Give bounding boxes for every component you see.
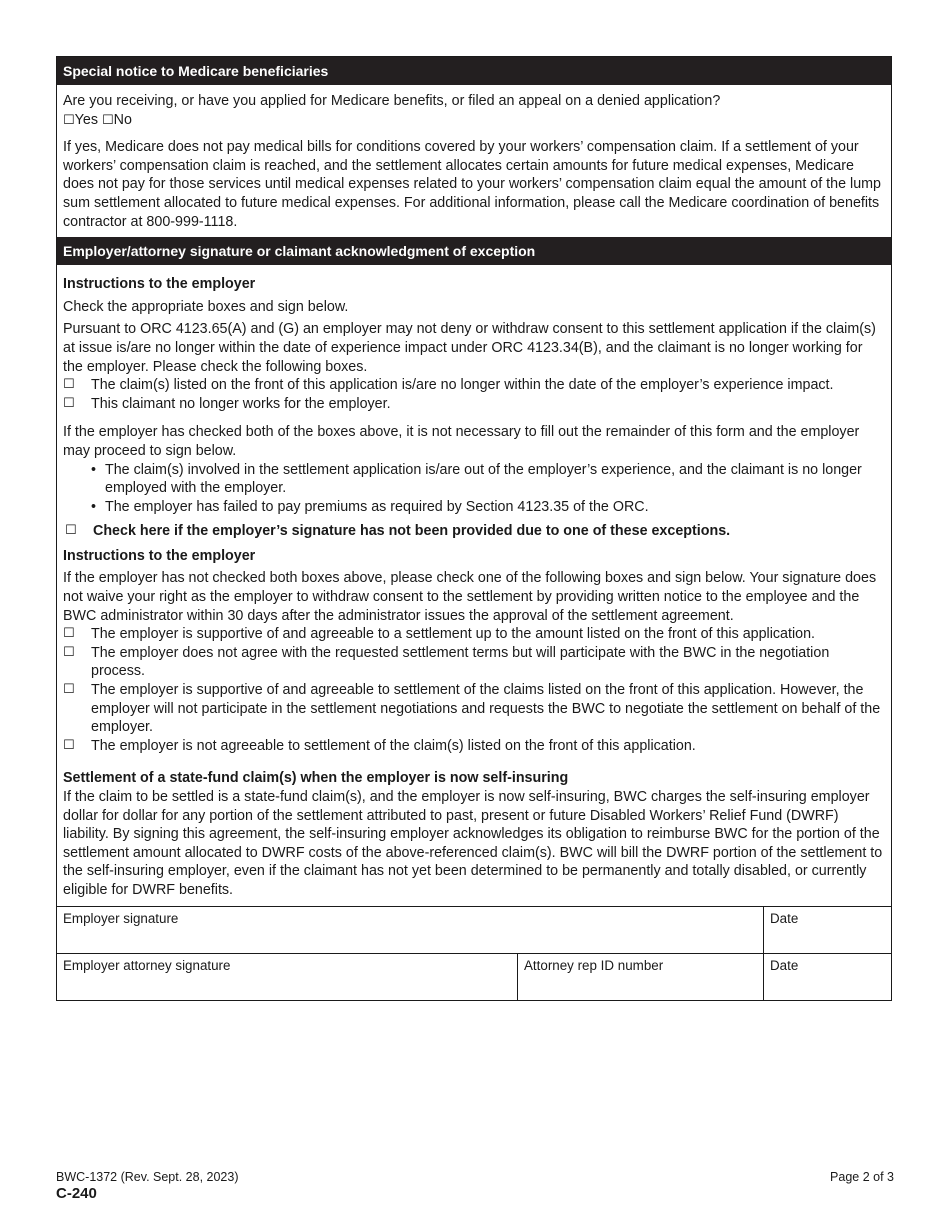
employer-position-option	[63, 737, 885, 756]
state-fund-title: Settlement of a state-fund claim(s) when the employer is now self-insuring	[63, 770, 569, 787]
medicare-section-heading: Special notice to Medicare beneficiaries	[57, 57, 891, 85]
checkbox-icon[interactable]: ☐	[63, 644, 75, 660]
instructions-title-1: Instructions to the employer	[63, 276, 256, 293]
employer-position-option	[63, 681, 885, 737]
employer-signature-field[interactable]	[57, 907, 763, 953]
signature-row	[57, 907, 891, 953]
employer-date-field[interactable]	[763, 907, 891, 953]
medicare-section	[57, 85, 891, 237]
yes-checkbox[interactable]: ☐	[63, 112, 75, 128]
form-code: C-240	[56, 1185, 97, 1202]
medicare-question: Are you receiving, or have you applied for Medicare benefits, or filed an appeal on a denied application?	[63, 93, 721, 109]
employer-section-heading: Employer/attorney signature or claimant acknowledgment of exception	[57, 237, 891, 265]
instructions-title-2: Instructions to the employer	[63, 547, 256, 564]
employer-signature-label: Employer signature	[63, 910, 179, 926]
pursuant-text: Pursuant to ORC 4123.65(A) and (G) an employer may not deny or withdraw consent to this settlement application if the claim(s) at issue is/are no longer within the date of experience impact under ORC 4123.34(B), and the claimant is no longer working for the employer. Please check the following boxes.	[63, 321, 876, 375]
employer-position-option	[63, 644, 885, 681]
date-label: Date	[770, 957, 799, 973]
medicare-notice: If yes, Medicare does not pay medical bills for conditions covered by your workers’ compensation claim. If a settlement of your workers’ compensation claim is reached, and the settlement allocates certain amounts for future medical expenses, Medicare does not pay for those services until medical expenses related to your workers’ compensation claim equal the amount of the lump sum settlement allocated to future medical expenses. For additional information, please call the Medicare coordination of benefits contractor at 800-999-1118.	[63, 139, 882, 230]
employer-position-label: The employer is supportive of and agreeable to settlement of the claims listed on the front of this application. However, the employer will not participate in the settlement negotiations and requests the BWC to negotiate the settlement on behalf of the employer.	[91, 682, 881, 736]
settlement-form	[56, 56, 892, 1001]
no-label: No	[113, 111, 132, 128]
both-checked-text: If the employer has checked both of the boxes above, it is not necessary to fill out the remainder of this form and the employer may proceed to sign below.	[63, 424, 860, 459]
check-sign-text: Check the appropriate boxes and sign below.	[63, 298, 349, 315]
attorney-rep-id-field[interactable]	[517, 954, 763, 1000]
attorney-rep-id-label: Attorney rep ID number	[524, 957, 664, 973]
bullet-item: • The employer has failed to pay premiums as required by Section 4123.35 of the ORC.	[105, 498, 885, 517]
employer-position-label: The employer is supportive of and agreeable to a settlement up to the amount listed on the front of this application.	[91, 626, 816, 643]
checkbox-icon[interactable]: ☐	[63, 395, 75, 411]
state-fund-text: If the claim to be settled is a state-fund claim(s), and the employer is now self-insuring, BWC charges the self-insuring employer dollar for dollar for any portion of the settlement attributed to past, present or future Disabled Workers’ Relief Fund (DWRF) liability. By signing this agreement, the self-insuring employer acknowledges its obligation to reimburse BWC for the portion of the settlement amount allocated to DWRF costs of the above-referenced claim(s). BWC will bill the DWRF portion of the settlement to the self-insuring employer, even if the claimant has not yet been determined to be permanently and totally disabled, or currently eligible for DWRF benefits.	[63, 789, 883, 898]
exception-option	[63, 395, 885, 414]
signature-row	[57, 953, 891, 1000]
employer-section	[57, 265, 891, 905]
form-id: BWC-1372 (Rev. Sept. 28, 2023)	[56, 1170, 239, 1184]
checkbox-icon[interactable]: ☐	[63, 377, 75, 393]
attorney-signature-field[interactable]	[57, 954, 517, 1000]
exception-option	[63, 376, 885, 395]
employer-position-label: The employer is not agreeable to settlement of the claim(s) listed on the front of this application.	[91, 737, 696, 754]
exception-option-label: The claim(s) listed on the front of this application is/are no longer within the date of the employer’s experience impact.	[91, 377, 834, 394]
date-label: Date	[770, 910, 799, 926]
attorney-date-field[interactable]	[763, 954, 891, 1000]
attorney-signature-label: Employer attorney signature	[63, 957, 231, 973]
checkbox-icon[interactable]: ☐	[63, 737, 75, 753]
exception-signature-option	[63, 522, 885, 541]
signature-table	[57, 906, 891, 1000]
not-both-text: If the employer has not checked both boxes above, please check one of the following boxes and sign below. Your signature does not waive your right as the employer to withdraw consent to the settlement by providing written notice to the employee and the BWC administrator within 30 days after the administrator issues the approval of the settlement agreement.	[63, 570, 877, 624]
exception-signature-label: Check here if the employer’s signature has not been provided due to one of these exceptions.	[93, 523, 731, 540]
checkbox-icon[interactable]: ☐	[63, 626, 75, 642]
bullet-item: • The claim(s) involved in the settlement application is/are out of the employer’s experience, and the claimant is no longer employed with the employer.	[105, 461, 885, 498]
checkbox-icon[interactable]: ☐	[63, 682, 75, 698]
exception-bullets	[63, 461, 885, 517]
no-checkbox[interactable]: ☐	[101, 112, 114, 128]
medicare-answer-options	[63, 111, 885, 131]
exception-option-label: This claimant no longer works for the employer.	[91, 395, 391, 412]
yes-label: Yes	[74, 111, 98, 128]
employer-position-option	[63, 625, 885, 644]
page-number: Page 2 of 3	[830, 1170, 894, 1184]
employer-position-label: The employer does not agree with the requested settlement terms but will participate with the BWC in the negotiation process.	[91, 644, 830, 680]
checkbox-icon[interactable]: ☐	[65, 523, 77, 539]
